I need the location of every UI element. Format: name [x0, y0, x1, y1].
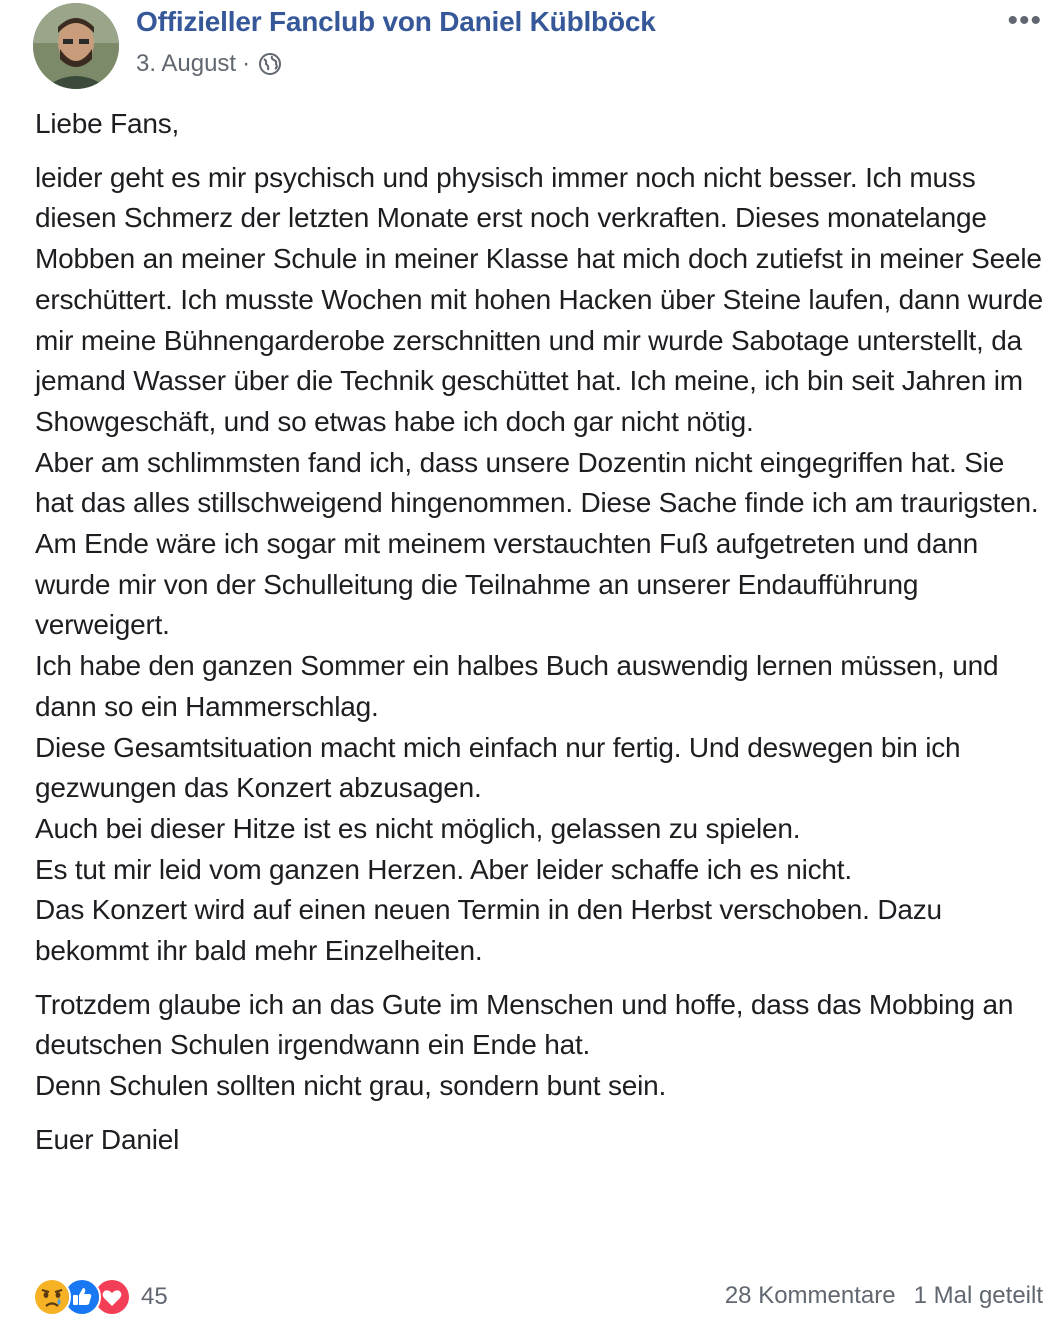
engagement-stats	[725, 1282, 1043, 1310]
post-footer	[0, 1274, 1058, 1318]
post-text	[35, 104, 1045, 1161]
paragraph: Auch bei dieser Hitze ist es nicht möglich, gelassen zu spielen.	[35, 812, 801, 844]
greeting: Liebe Fans,	[35, 108, 180, 139]
paragraph: leider geht es mir psychisch und physisch immer noch nicht besser. Ich muss diesen Schmerz der letzten Monate erst noch verkraften. Dieses monatelange Mobben an meiner Schule in meiner Klasse hat mich doch zutiefst in meiner Seele erschüttert. Ich musste Wochen mit hohen Hacken über Steine laufen, dann wurde mir meine Bühnengarderobe zerschnitten und mir wurde Sabotage unterstellt, da jemand Wasser über die Technik geschüttet hat. Ich meine, ich bin seit Jahren im Showgeschäft, und so etwas habe ich doch gar nicht nötig.	[35, 161, 1044, 437]
avatar-photo	[33, 3, 119, 89]
post-meta	[136, 50, 282, 78]
paragraph: Am Ende wäre ich sogar mit meinem verstauchten Fuß aufgetreten und dann wurde mir von der Schulleitung die Teilnahme an unserer Endaufführung verweigert.	[35, 528, 978, 641]
closing-line: Denn Schulen sollten nicht grau, sondern bunt sein.	[35, 1070, 667, 1102]
comments-count-link[interactable]: 28 Kommentare	[724, 1282, 896, 1309]
signature: Euer Daniel	[35, 1123, 180, 1155]
meta-separator: ·	[242, 50, 251, 77]
paragraph: Aber am schlimmsten fand ich, dass unsere Dozentin nicht eingegriffen hat. Sie hat das alles stillschweigend hingenommen. Diese Sache finde ich am traurigsten.	[35, 446, 1039, 519]
paragraph: Ich habe den ganzen Sommer ein halbes Buch auswendig lernen müssen, und dann so ein Hammerschlag.	[35, 650, 999, 722]
globe-icon[interactable]	[258, 52, 282, 76]
post-header	[0, 0, 1058, 100]
avatar[interactable]	[33, 3, 119, 89]
more-options-icon[interactable]: •••	[1007, 4, 1042, 37]
sad-reaction-icon	[33, 1278, 71, 1316]
reaction-summary[interactable]	[33, 1278, 168, 1316]
shares-count-link[interactable]: 1 Mal geteilt	[913, 1282, 1043, 1309]
paragraph: Diese Gesamtsituation macht mich einfach nur fertig. Und deswegen bin ich gezwungen das Konzert abzusagen.	[35, 731, 961, 804]
reaction-count[interactable]: 45	[141, 1283, 168, 1310]
page-name-link[interactable]: Offizieller Fanclub von Daniel Küblböck	[136, 6, 656, 37]
closing-line: Trotzdem glaube ich an das Gute im Menschen und hoffe, dass das Mobbing an deutschen Schulen irgendwann ein Ende hat.	[35, 988, 1014, 1061]
post-date[interactable]: 3. August	[136, 50, 237, 77]
paragraph: Es tut mir leid vom ganzen Herzen. Aber leider schaffe ich es nicht.	[35, 853, 852, 885]
paragraph: Das Konzert wird auf einen neuen Termin in den Herbst verschoben. Dazu bekommt ihr bald mehr Einzelheiten.	[35, 894, 942, 967]
